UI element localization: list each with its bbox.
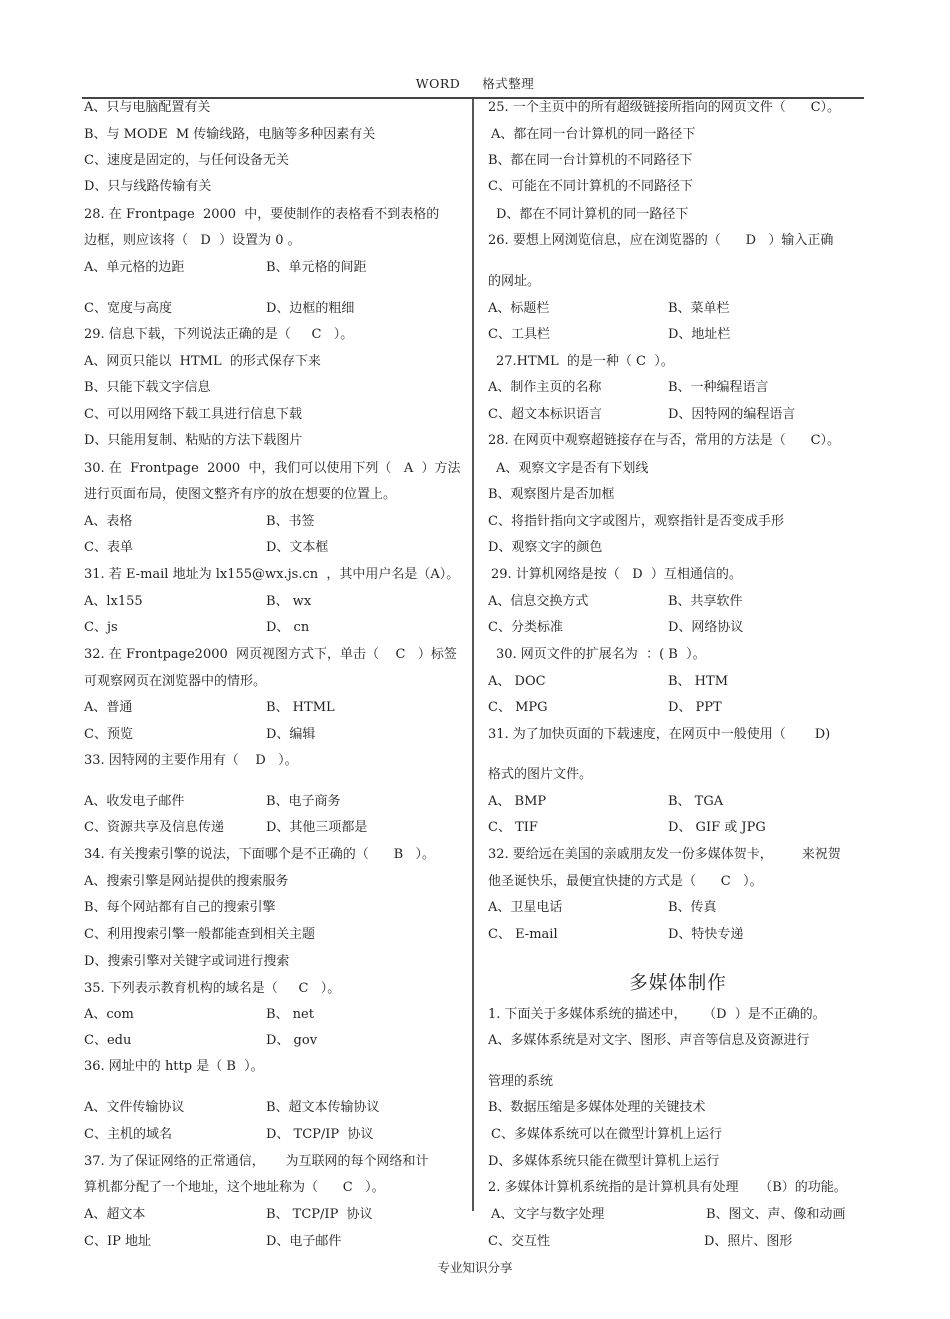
text-line — [84, 566, 459, 584]
text-line — [488, 819, 766, 837]
text-line — [84, 1233, 342, 1251]
text-line — [84, 899, 276, 917]
option-second-column: D、 gov — [266, 1033, 318, 1048]
line-text: A、普通 — [84, 700, 133, 715]
line-text: A、超文本 — [84, 1207, 146, 1222]
line-text: C、 MPG — [488, 700, 548, 715]
text-line — [488, 513, 784, 531]
option-second-column: B、一种编程语言 — [668, 380, 769, 395]
line-text: C、 TIF — [488, 820, 538, 835]
text-line — [488, 273, 540, 291]
line-text: A、文件传输协议 — [84, 1100, 185, 1115]
option-second-column: D、 PPT — [668, 700, 722, 715]
option-second-column: B、图文、声、像和动画 — [706, 1207, 846, 1222]
line-text: A、单元格的边距 — [84, 260, 185, 275]
line-text: 30. 在 Frontpage 2000 中，我们可以使用下列（ A ）方法 — [84, 461, 461, 476]
option-second-column: B、菜单栏 — [668, 301, 730, 316]
line-text: B、与 MODE M 传输线路，电脑等多种因素有关 — [84, 127, 376, 142]
text-line — [488, 126, 695, 144]
line-text: B、数据压缩是多媒体处理的关键技术 — [488, 1100, 706, 1115]
text-line — [84, 1006, 314, 1024]
text-line — [488, 793, 724, 811]
line-text: C、超文本标识语言 — [488, 407, 602, 422]
text-line — [84, 432, 302, 450]
line-text: 25. 一个主页中的所有超级链接所指向的网页文件（ C）。 — [488, 100, 841, 115]
text-line — [488, 926, 744, 944]
text-line — [488, 353, 674, 371]
line-text: 36. 网址中的 http 是（ B ）。 — [84, 1059, 264, 1074]
text-line — [84, 873, 288, 891]
text-line — [84, 1058, 264, 1076]
page-footer: 专业知识分享 — [437, 1260, 513, 1275]
text-line — [488, 1099, 706, 1117]
text-line — [488, 1233, 793, 1251]
line-text: D、都在不同计算机的同一路径下 — [496, 207, 689, 222]
text-line — [84, 460, 460, 478]
text-line — [488, 1206, 846, 1224]
text-line — [488, 432, 840, 450]
line-text: C、宽度与高度 — [84, 301, 172, 316]
text-line — [84, 980, 340, 998]
line-text: 29. 计算机网络是按（ D ）互相通信的。 — [491, 567, 742, 582]
section-title: 多媒体制作 — [629, 973, 727, 994]
text-line — [84, 1126, 374, 1144]
line-text: A、com — [84, 1007, 134, 1022]
text-line — [84, 259, 367, 277]
column-divider — [472, 99, 474, 1211]
text-line — [84, 619, 310, 637]
text-line — [84, 406, 302, 424]
line-text: C、表单 — [84, 540, 133, 555]
text-line — [84, 793, 341, 811]
option-second-column: D、网络协议 — [668, 620, 744, 635]
option-second-column: B、单元格的间距 — [266, 260, 367, 275]
header-left: WORD — [415, 76, 461, 91]
text-line — [84, 1179, 385, 1197]
page-header — [0, 74, 950, 92]
text-line — [84, 178, 211, 196]
line-text: C、 E-mail — [488, 927, 558, 942]
line-text: D、多媒体系统只能在微型计算机上运行 — [488, 1154, 720, 1169]
text-line — [488, 206, 688, 224]
line-text: A、 DOC — [488, 674, 546, 689]
header-right: 格式整理 — [482, 76, 535, 91]
text-line — [84, 846, 435, 864]
text-line — [84, 953, 289, 971]
line-text: C、IP 地址 — [84, 1234, 151, 1249]
option-second-column: D、边框的粗细 — [266, 301, 355, 316]
text-line — [488, 379, 769, 397]
option-second-column: D、 GIF 或 JPG — [668, 820, 766, 835]
text-line — [488, 1153, 719, 1171]
text-line — [84, 593, 312, 611]
line-text: C、可能在不同计算机的不同路径下 — [488, 179, 693, 194]
line-text: 他圣诞快乐，最便宜快捷的方式是（ C ）。 — [488, 874, 763, 889]
line-text: 边框，则应该将（ D ）设置为 0 。 — [84, 233, 301, 248]
line-text: A、收发电子邮件 — [84, 794, 185, 809]
text-line — [488, 326, 731, 344]
text-line — [84, 539, 329, 557]
text-line — [84, 752, 298, 770]
option-second-column: D、 TCP/IP 协议 — [266, 1127, 374, 1142]
line-text: D、搜索引擎对关键字或词进行搜索 — [84, 954, 290, 969]
line-text: C、多媒体系统可以在微型计算机上运行 — [491, 1127, 722, 1142]
text-line — [84, 1099, 380, 1117]
text-line — [488, 1073, 553, 1091]
line-text: A、卫星电话 — [488, 900, 563, 915]
text-line — [488, 673, 729, 691]
line-text: 27.HTML 的是一种（ C ）。 — [496, 354, 674, 369]
line-text: A、观察文字是否有下划线 — [496, 461, 649, 476]
text-line — [488, 873, 763, 891]
option-second-column: D、其他三项都是 — [266, 820, 368, 835]
text-line — [488, 766, 592, 784]
text-line — [84, 206, 439, 224]
line-text: 31. 若 E-mail 地址为 lx155@wx.js.cn ，其中用户名是（A）。 — [84, 567, 460, 582]
line-text: B、每个网站都有自己的搜索引擎 — [84, 900, 276, 915]
option-second-column: B、书签 — [266, 514, 315, 529]
option-second-column: D、电子邮件 — [266, 1234, 342, 1249]
option-second-column: D、照片、图形 — [704, 1234, 793, 1249]
text-line — [84, 99, 210, 117]
option-second-column: D、因特网的编程语言 — [668, 407, 796, 422]
line-text: 31. 为了加快页面的下载速度，在网页中一般使用（ D) — [488, 727, 831, 742]
text-line — [488, 1179, 847, 1197]
text-line — [488, 726, 830, 744]
option-second-column: B、 TGA — [668, 794, 724, 809]
text-line — [84, 353, 321, 371]
text-line — [488, 300, 730, 318]
option-second-column: B、传真 — [668, 900, 717, 915]
text-line — [84, 126, 375, 144]
line-text: A、搜索引擎是网站提供的搜索服务 — [84, 874, 289, 889]
text-line — [84, 673, 266, 691]
line-text: D、只能用复制、粘贴的方法下载图片 — [84, 433, 303, 448]
text-line — [84, 819, 368, 837]
line-text: A、制作主页的名称 — [488, 380, 602, 395]
line-text: C、主机的域名 — [84, 1127, 172, 1142]
text-line — [488, 460, 648, 478]
text-line — [84, 513, 315, 531]
line-text: 可观察网页在浏览器中的情形。 — [84, 674, 267, 689]
text-line — [84, 326, 353, 344]
line-text: 28. 在网页中观察超链接存在与否，常用的方法是（ C）。 — [488, 433, 841, 448]
option-second-column: B、共享软件 — [668, 594, 743, 609]
line-text: C、分类标准 — [488, 620, 563, 635]
line-text: C、工具栏 — [488, 327, 550, 342]
text-line — [84, 300, 355, 318]
line-text: C、js — [84, 620, 118, 635]
text-line — [84, 699, 335, 717]
text-line — [488, 152, 693, 170]
line-text: 30. 网页文件的扩展名为 ：( B ）。 — [496, 647, 706, 662]
line-text: B、都在同一台计算机的不同路径下 — [488, 153, 693, 168]
text-line — [488, 646, 706, 664]
text-line — [488, 1006, 826, 1024]
option-second-column: D、文本框 — [266, 540, 329, 555]
text-line — [84, 232, 301, 250]
text-line — [488, 1126, 722, 1144]
text-line — [84, 1206, 373, 1224]
text-line — [488, 593, 743, 611]
option-second-column: D、 cn — [266, 620, 310, 635]
line-text: 33. 因特网的主要作用有（ D ）。 — [84, 753, 298, 768]
line-text: A、 BMP — [488, 794, 547, 809]
text-line — [84, 152, 289, 170]
line-text: 35. 下列表示教育机构的域名是（ C ）。 — [84, 981, 341, 996]
option-second-column: D、地址栏 — [668, 327, 731, 342]
line-text: 26. 要想上网浏览信息，应在浏览器的（ D ）输入正确 — [488, 233, 834, 248]
text-line — [488, 232, 833, 250]
line-text: A、都在同一台计算机的同一路径下 — [491, 127, 696, 142]
line-text: A、多媒体系统是对文字、图形、声音等信息及资源进行 — [488, 1033, 810, 1048]
line-text: A、只与电脑配置有关 — [84, 100, 211, 115]
text-line — [488, 899, 717, 917]
text-line — [84, 486, 396, 504]
text-line — [488, 1032, 809, 1050]
option-second-column: B、 wx — [266, 594, 312, 609]
line-text: 37. 为了保证网络的正常通信， 为互联网的每个网络和计 — [84, 1154, 429, 1169]
text-line — [488, 406, 796, 424]
line-text: 管理的系统 — [488, 1074, 554, 1089]
line-text: 29. 信息下载，下列说法正确的是（ C ）。 — [84, 327, 354, 342]
line-text: C、预览 — [84, 727, 133, 742]
text-line — [488, 178, 693, 196]
line-text: 28. 在 Frontpage 2000 中，要使制作的表格看不到表格的 — [84, 207, 440, 222]
text-line — [84, 646, 457, 664]
line-text: D、只与线路传输有关 — [84, 179, 212, 194]
line-text: C、资源共享及信息传递 — [84, 820, 224, 835]
line-text: 2. 多媒体计算机系统指的是计算机具有处理 （B）的功能。 — [488, 1180, 847, 1195]
option-second-column: D、编辑 — [266, 727, 316, 742]
line-text: D、观察文字的颜色 — [488, 540, 603, 555]
text-line — [488, 566, 742, 584]
line-text: 格式的图片文件。 — [488, 767, 593, 782]
line-text: A、表格 — [84, 514, 133, 529]
text-line — [488, 99, 840, 117]
line-text: A、网页只能以 HTML 的形式保存下来 — [84, 354, 321, 369]
text-line — [488, 699, 722, 717]
option-second-column: B、超文本传输协议 — [266, 1100, 380, 1115]
line-text: 32. 要给远在美国的亲戚朋友发一份多媒体贺卡， 来祝贺 — [488, 847, 841, 862]
line-text: C、速度是固定的，与任何设备无关 — [84, 153, 289, 168]
option-second-column: B、 net — [266, 1007, 314, 1022]
text-line — [84, 379, 211, 397]
text-line — [488, 619, 744, 637]
text-line — [488, 486, 615, 504]
text-line — [84, 1153, 428, 1171]
option-second-column: D、特快专递 — [668, 927, 744, 942]
text-line — [488, 539, 602, 557]
line-text: 的网址。 — [488, 274, 541, 289]
text-line — [84, 726, 316, 744]
text-line — [84, 926, 315, 944]
line-text: C、可以用网络下载工具进行信息下载 — [84, 407, 302, 422]
text-line — [84, 1032, 318, 1050]
option-second-column: B、 HTM — [668, 674, 729, 689]
option-second-column: B、 TCP/IP 协议 — [266, 1207, 373, 1222]
line-text: C、edu — [84, 1033, 132, 1048]
line-text: 算机都分配了一个地址，这个地址称为（ C ）。 — [84, 1180, 385, 1195]
line-text: 进行页面布局，使图文整齐有序的放在想要的位置上。 — [84, 487, 397, 502]
line-text: A、lx155 — [84, 594, 143, 609]
option-second-column: B、电子商务 — [266, 794, 341, 809]
text-line — [488, 846, 841, 864]
line-text: 32. 在 Frontpage2000 网页视图方式下，单击（ C ）标签 — [84, 647, 457, 662]
option-second-column: B、 HTML — [266, 700, 335, 715]
line-text: 1. 下面关于多媒体系统的描述中， （D ）是不正确的。 — [488, 1007, 826, 1022]
line-text: C、将指针指向文字或图片，观察指针是否变成手形 — [488, 514, 784, 529]
line-text: C、交互性 — [488, 1234, 550, 1249]
line-text: A、标题栏 — [488, 301, 550, 316]
line-text: C、利用搜索引擎一般都能查到相关主题 — [84, 927, 315, 942]
line-text: A、信息交换方式 — [488, 594, 589, 609]
line-text: B、只能下载文字信息 — [84, 380, 211, 395]
line-text: B、观察图片是否加框 — [488, 487, 615, 502]
line-text: 34. 有关搜索引擎的说法，下面哪个是不正确的（ B ）。 — [84, 847, 436, 862]
line-text: A、文字与数字处理 — [491, 1207, 605, 1222]
